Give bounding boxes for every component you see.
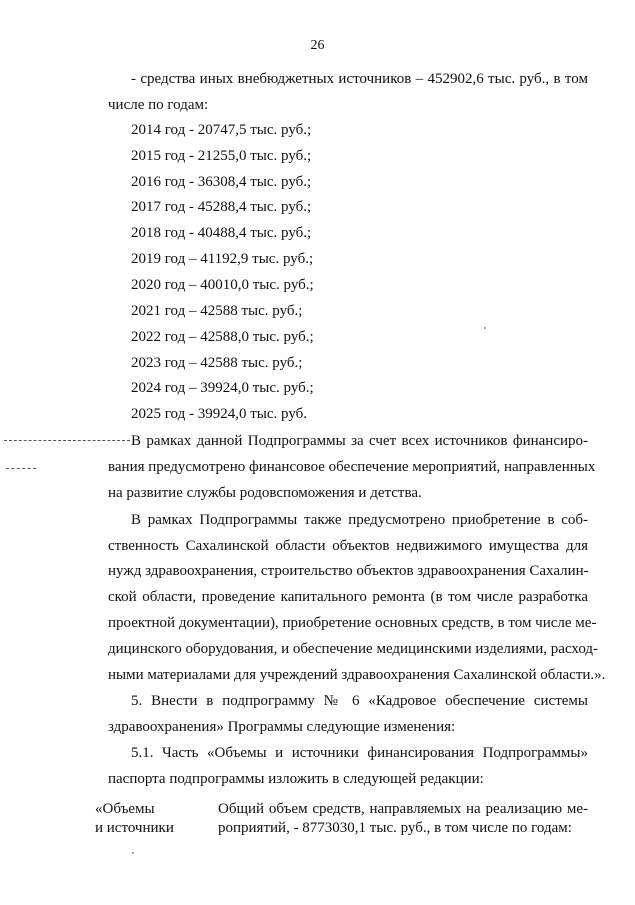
text-line: - средства иных внебюджетных источников – 452902,6 тыс. руб., в том: [131, 71, 588, 87]
text-line: ными материалами для учреждений здравоохранения Сахалинской области.».: [108, 667, 606, 683]
year-item: 2015 год - 21255,0 тыс. руб.;: [131, 148, 312, 164]
text-line: паспорта подпрограммы изложить в следующей редакции:: [108, 771, 484, 787]
text-line: 5.1. Часть «Объемы и источники финансирования Подпрограммы»: [131, 745, 588, 761]
year-item: 2022 год – 42588,0 тыс. руб.;: [131, 329, 314, 345]
table-left-cell: [95, 800, 174, 838]
text-line: В рамках данной Подпрограммы за счет всех источников финансиро-: [131, 433, 588, 449]
table-left-line: и источники: [95, 820, 174, 836]
year-item: 2023 год – 42588 тыс. руб.;: [131, 355, 303, 371]
text-line: В рамках Подпрограммы также предусмотрено приобретение в соб-: [131, 512, 588, 528]
text-line: ственность Сахалинской области объектов недвижимого имущества для: [108, 538, 588, 554]
year-item: 2020 год – 40010,0 тыс. руб.;: [131, 277, 314, 293]
year-item: 2016 год - 36308,4 тыс. руб.;: [131, 174, 312, 190]
year-item: 2018 год - 40488,4 тыс. руб.;: [131, 225, 312, 241]
year-item: 2014 год - 20747,5 тыс. руб.;: [131, 122, 312, 138]
table-right-cell: [218, 800, 588, 838]
text-line: на развитие службы родовспоможения и детства.: [108, 485, 422, 501]
text-line: 5. Внести в подпрограмму № 6 «Кадровое обеспечение системы: [131, 693, 588, 709]
text-line: здравоохранения» Программы следующие изменения:: [108, 719, 456, 735]
text-line: дицинского оборудования, и обеспечение медицинскими изделиями, расход-: [108, 641, 599, 657]
scan-speck: [484, 327, 486, 329]
table-right-line: роприятий, - 8773030,1 тыс. руб., в том числе по годам:: [218, 820, 572, 836]
table-left-line: «Объемы: [95, 801, 155, 817]
text-line: нужд здравоохранения, строительство объектов здравоохранения Сахалин-: [108, 563, 589, 579]
year-item: 2025 год - 39924,0 тыс. руб.: [131, 406, 308, 422]
page-number: 26: [310, 38, 325, 53]
text-line: числе по годам:: [108, 97, 209, 113]
table-right-line: Общий объем средств, направляемых на реализацию ме-: [218, 801, 588, 817]
year-item: 2019 год – 41192,9 тыс. руб.;: [131, 251, 314, 267]
scan-speck: [132, 852, 134, 854]
scan-dash-mark: [4, 440, 130, 441]
year-item: 2017 год - 45288,4 тыс. руб.;: [131, 199, 312, 215]
year-item: 2024 год – 39924,0 тыс. руб.;: [131, 380, 314, 396]
year-item: 2021 год – 42588 тыс. руб.;: [131, 303, 303, 319]
text-line: вания предусмотрено финансовое обеспечение мероприятий, направленных: [108, 459, 596, 475]
text-line: проектной документации), приобретение основных средств, в том числе ме-: [108, 615, 597, 631]
scan-dash-mark: [6, 468, 36, 469]
text-line: ской области, проведение капитального ремонта (в том числе разработка: [108, 589, 588, 605]
